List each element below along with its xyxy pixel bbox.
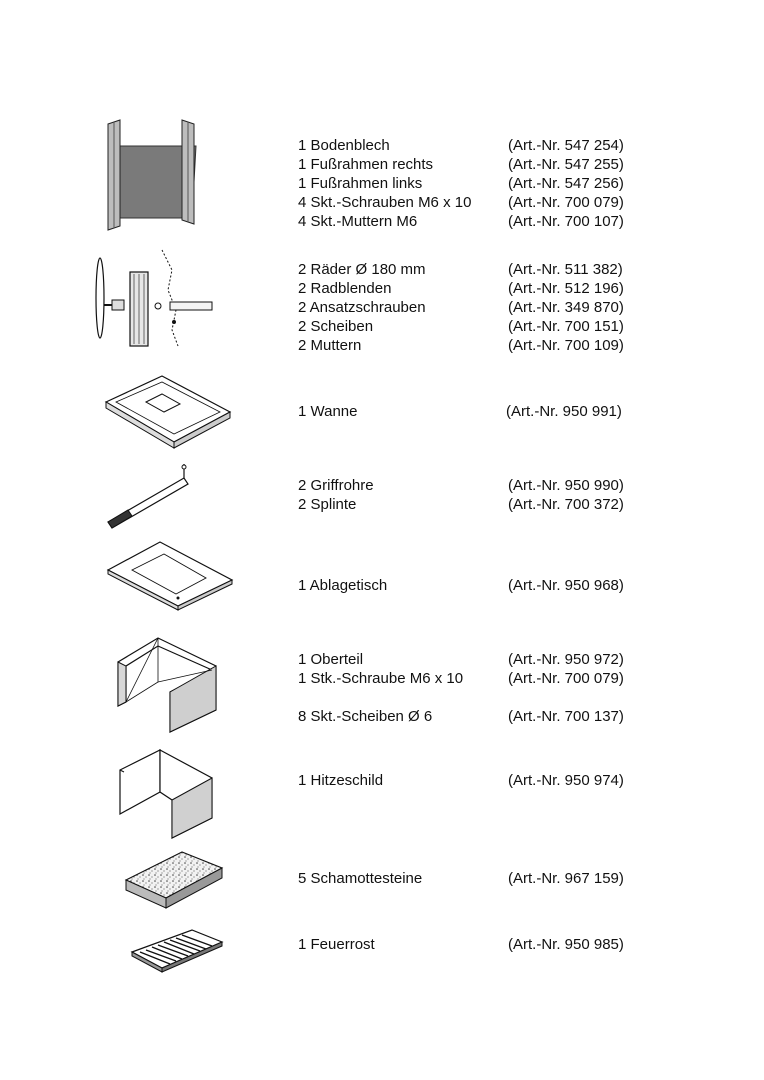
side-table-icon <box>106 540 236 610</box>
item-name: 1 Oberteil <box>298 651 364 668</box>
item-art-nr: (Art.-Nr. 967 159) <box>508 870 624 887</box>
item-art-nr: (Art.-Nr. 700 151) <box>508 318 624 335</box>
item-art-nr: (Art.-Nr. 512 196) <box>508 280 624 297</box>
fire-grate-icon <box>130 928 224 972</box>
item-name: 1 Hitzeschild <box>298 772 384 789</box>
tray-icon <box>104 372 234 452</box>
item-art-nr: (Art.-Nr. 950 985) <box>508 936 624 953</box>
item-art-nr: (Art.-Nr. 950 991) <box>506 403 622 420</box>
item-art-nr: (Art.-Nr. 547 254) <box>508 137 624 154</box>
item-art-nr: (Art.-Nr. 700 109) <box>508 337 624 354</box>
firebrick-icon <box>124 850 224 910</box>
item-name: 2 Scheiben <box>298 318 374 335</box>
item-art-nr: (Art.-Nr. 700 079) <box>508 194 624 211</box>
item-name: 5 Schamottesteine <box>298 870 423 887</box>
item-art-nr: (Art.-Nr. 950 972) <box>508 651 624 668</box>
item-name: 1 Feuerrost <box>298 936 375 953</box>
item-name: 2 Muttern <box>298 337 362 354</box>
item-art-nr: (Art.-Nr. 950 974) <box>508 772 624 789</box>
item-name: 2 Radblenden <box>298 280 392 297</box>
item-name: 2 Splinte <box>298 496 357 513</box>
handle-tube-icon <box>104 464 194 530</box>
item-art-nr: (Art.-Nr. 700 137) <box>508 708 624 725</box>
item-art-nr: (Art.-Nr. 547 256) <box>508 175 624 192</box>
item-name: 1 Bodenblech <box>298 137 390 154</box>
item-name: 1 Fußrahmen rechts <box>298 156 434 173</box>
frame-icon <box>100 118 210 233</box>
item-art-nr: (Art.-Nr. 950 990) <box>508 477 624 494</box>
item-name: 1 Fußrahmen links <box>298 175 423 192</box>
item-name: 4 Skt.-Muttern M6 <box>298 213 418 230</box>
item-art-nr: (Art.-Nr. 511 382) <box>508 261 623 278</box>
item-name: 2 Griffrohre <box>298 477 374 494</box>
wheel-assembly-icon <box>92 250 217 350</box>
item-art-nr: (Art.-Nr. 349 870) <box>508 299 624 316</box>
upper-part-icon <box>112 636 224 732</box>
item-art-nr: (Art.-Nr. 547 255) <box>508 156 624 173</box>
item-art-nr: (Art.-Nr. 700 107) <box>508 213 624 230</box>
item-name: 1 Stk.-Schraube M6 x 10 <box>298 670 464 687</box>
item-name: 1 Wanne <box>298 403 358 420</box>
item-name: 2 Räder Ø 180 mm <box>298 261 426 278</box>
item-name: 1 Ablagetisch <box>298 577 388 594</box>
heat-shield-icon <box>116 748 216 840</box>
item-name: 4 Skt.-Schrauben M6 x 10 <box>298 194 472 211</box>
item-art-nr: (Art.-Nr. 700 372) <box>508 496 624 513</box>
item-art-nr: (Art.-Nr. 950 968) <box>508 577 624 594</box>
item-name: 2 Ansatzschrauben <box>298 299 426 316</box>
item-name: 8 Skt.-Scheiben Ø 6 <box>298 708 433 725</box>
item-art-nr: (Art.-Nr. 700 079) <box>508 670 624 687</box>
